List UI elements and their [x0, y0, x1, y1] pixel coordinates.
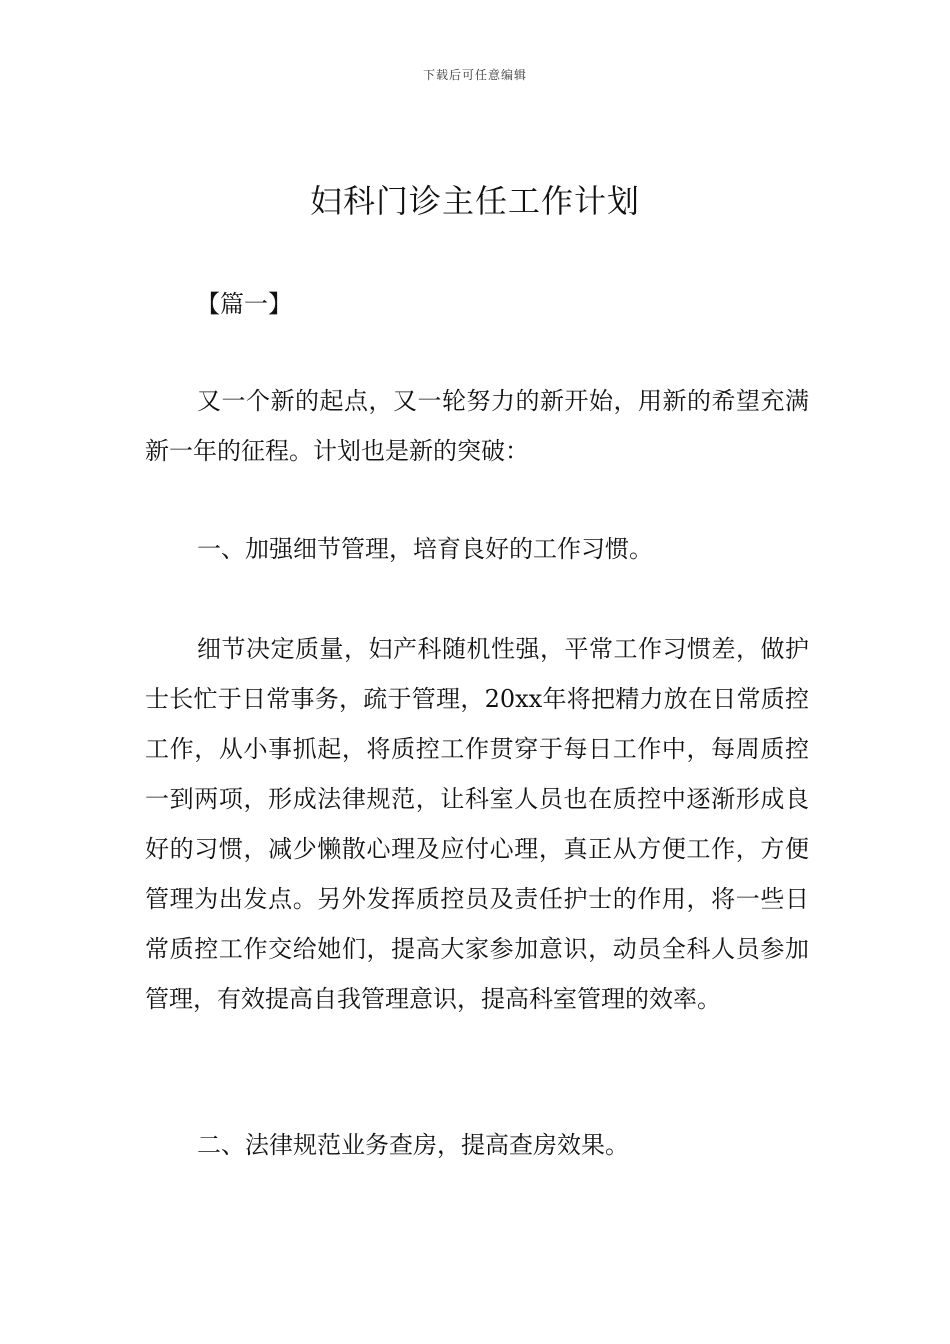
paragraph-heading-1: 一、加强细节管理，培育良好的工作习惯。 — [197, 535, 653, 563]
section-label: 【篇一】 — [196, 290, 292, 318]
document-title: 妇科门诊主任工作计划 — [309, 182, 640, 220]
paragraph-intro: 又一个新的起点，又一轮努力的新开始，用新的希望充满新一年的征程。计划也是新的突破： — [145, 387, 809, 465]
paragraph-body-1: 细节决定质量，妇产科随机性强，平常工作习惯差，做护士长忙于日常事务，疏于管理，20xx年将把精力放在日常质控工作，从小事抓起，将质控工作贯穿于每日工作中，每周质控一到两项，形成法律规范，让科室人员也在质控中逐渐形成良好的习惯，减少懒散心理及应付心理，真正从方便工作，方便管理为出发点。另外发挥质控员及责任护士的作用，将一些日常质控工作交给她们，提高大家参加意识，动员全科人员参加管理，有效提高自我管理意识，提高科室管理的效率。 — [145, 635, 809, 1013]
header-note: 下载后可任意编辑 — [422, 68, 527, 82]
paragraph-heading-2: 二、法律规范业务查房，提高查房效果。 — [197, 1131, 629, 1159]
